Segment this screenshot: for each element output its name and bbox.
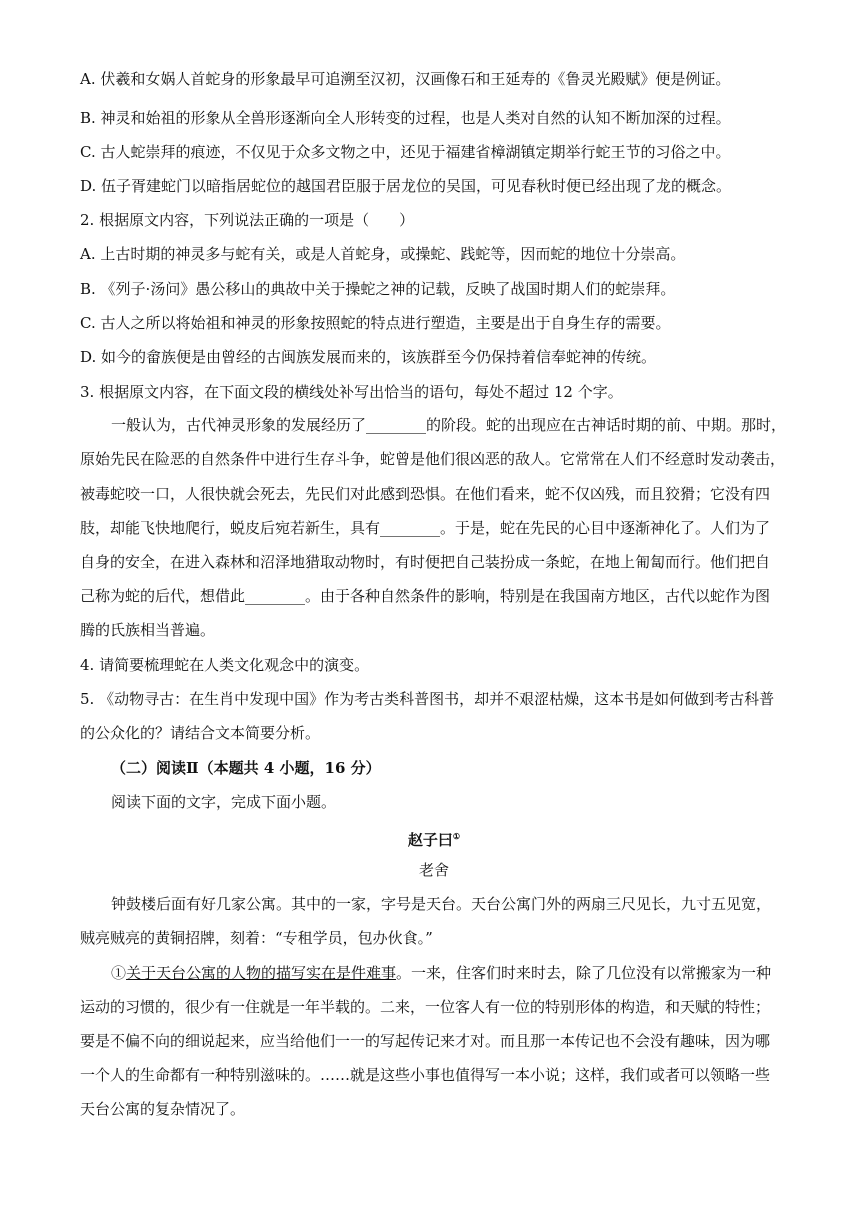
article-paragraph-line: 天台公寓的复杂情况了。 xyxy=(80,1100,246,1118)
q2-option-a: A. 上古时期的神灵多与蛇有关，或是人首蛇身，或操蛇、践蛇等，因而蛇的地位十分崇高。 xyxy=(80,245,686,263)
section-title: （二）阅读Ⅱ（本题共 4 小题，16 分） xyxy=(111,759,381,777)
article-paragraph-line: 要是不偏不向的细说起来，应当给他们一一的写起传记来才对。而且那一本传记也不会没有趣味，因为哪 xyxy=(80,1032,771,1050)
reading-instruction: 阅读下面的文字，完成下面小题。 xyxy=(111,793,337,811)
q3-passage-line: 己称为蛇的后代，想借此________。由于各种自然条件的影响，特别是在我国南方地区，古代以蛇作为图 xyxy=(80,587,771,605)
footnote-marker: ① xyxy=(452,831,461,841)
q2-option-c: C. 古人之所以将始祖和神灵的形象按照蛇的特点进行塑造，主要是出于自身生存的需要。 xyxy=(80,314,671,332)
q3-passage-line: 肢，却能飞快地爬行，蜕皮后宛若新生，具有________。于是，蛇在先民的心目中逐渐神化了。人们为了 xyxy=(80,519,771,537)
article-paragraph-line: 运动的习惯的，很少有一住就是一年半载的。二来，一位客人有一位的特别形体的构造，和天赋的特性； xyxy=(80,998,771,1016)
q3-passage-line: 一般认为，古代神灵形象的发展经历了________的阶段。蛇的出现应在古神话时期的前、中期。那时， xyxy=(111,416,787,434)
q3-stem: 3. 根据原文内容，在下面文段的横线处补写出恰当的语句，每处不超过 12 个字。 xyxy=(80,383,623,401)
paragraph-number: ① xyxy=(111,964,127,982)
q3-passage-line: 腾的氏族相当普遍。 xyxy=(80,621,216,639)
q3-passage-line: 自身的安全，在进入森林和沼泽地猎取动物时，有时便把自己装扮成一条蛇，在地上匍匐而行。他们把自 xyxy=(80,553,771,571)
q3-passage-line: 原始先民在险恶的自然条件中进行生存斗争，蛇曾是他们很凶恶的敌人。它常常在人们不经意时发动袭击， xyxy=(80,450,786,468)
article-paragraph-line: 贼亮贼亮的黄铜招牌，刻着：“专租学员，包办伙食。” xyxy=(80,929,433,947)
article-title xyxy=(0,825,868,851)
q2-stem: 2. 根据原文内容，下列说法正确的一项是（ ） xyxy=(80,211,415,229)
q5-stem-line1: 5. 《动物寻古：在生肖中发现中国》作为考古类科普图书，却并不艰涩枯燥，这本书是如何做到考古科普 xyxy=(80,690,775,708)
q2-option-b: B. 《列子·汤问》愚公移山的典故中关于操蛇之神的记载，反映了战国时期人们的蛇崇拜。 xyxy=(80,280,676,298)
q5-stem-line2: 的公众化的？请结合文本简要分析。 xyxy=(80,724,321,742)
article-paragraph-line xyxy=(111,962,831,984)
q1-option-d: D. 伍子胥建蛇门以暗指居蛇位的越国君臣服于居龙位的吴国，可见春秋时便已经出现了龙的概念。 xyxy=(80,177,732,195)
q2-option-d: D. 如今的畲族便是由曾经的古闽族发展而来的，该族群至今仍保持着信奉蛇神的传统。 xyxy=(80,348,657,366)
article-author: 老舍 xyxy=(418,861,449,879)
paragraph-text: 。一来，住客们时来时去，除了几位没有以常搬家为一种 xyxy=(396,964,772,982)
q1-option-b: B. 神灵和始祖的形象从全兽形逐渐向全人形转变的过程，也是人类对自然的认知不断加深的过程。 xyxy=(80,109,731,127)
article-paragraph-line: 钟鼓楼后面有好几家公寓。其中的一家，字号是天台。天台公寓门外的两扇三尺见长，九寸五见宽， xyxy=(111,895,772,913)
q1-option-c: C. 古人蛇崇拜的痕迹，不仅见于众多文物之中，还见于福建省樟湖镇定期举行蛇王节的习俗之中。 xyxy=(80,143,731,161)
q1-option-a: A. 伏羲和女娲人首蛇身的形象最早可追溯至汉初，汉画像石和王延寿的《鲁灵光殿赋》便是例证。 xyxy=(80,70,731,88)
q3-passage-line: 被毒蛇咬一口，人很快就会死去，先民们对此感到恐惧。在他们看来，蛇不仅凶残，而且狡猾；它没有四 xyxy=(80,485,771,503)
article-title-text: 赵子曰 xyxy=(407,831,453,849)
q4-stem: 4. 请简要梳理蛇在人类文化观念中的演变。 xyxy=(80,656,370,674)
underlined-sentence: 关于天台公寓的人物的描写实在是件难事 xyxy=(126,964,397,982)
article-paragraph-line: 一个人的生命都有一种特别滋味的。……就是这些小事也值得写一本小说；这样，我们或者可以领略一些 xyxy=(80,1066,771,1084)
